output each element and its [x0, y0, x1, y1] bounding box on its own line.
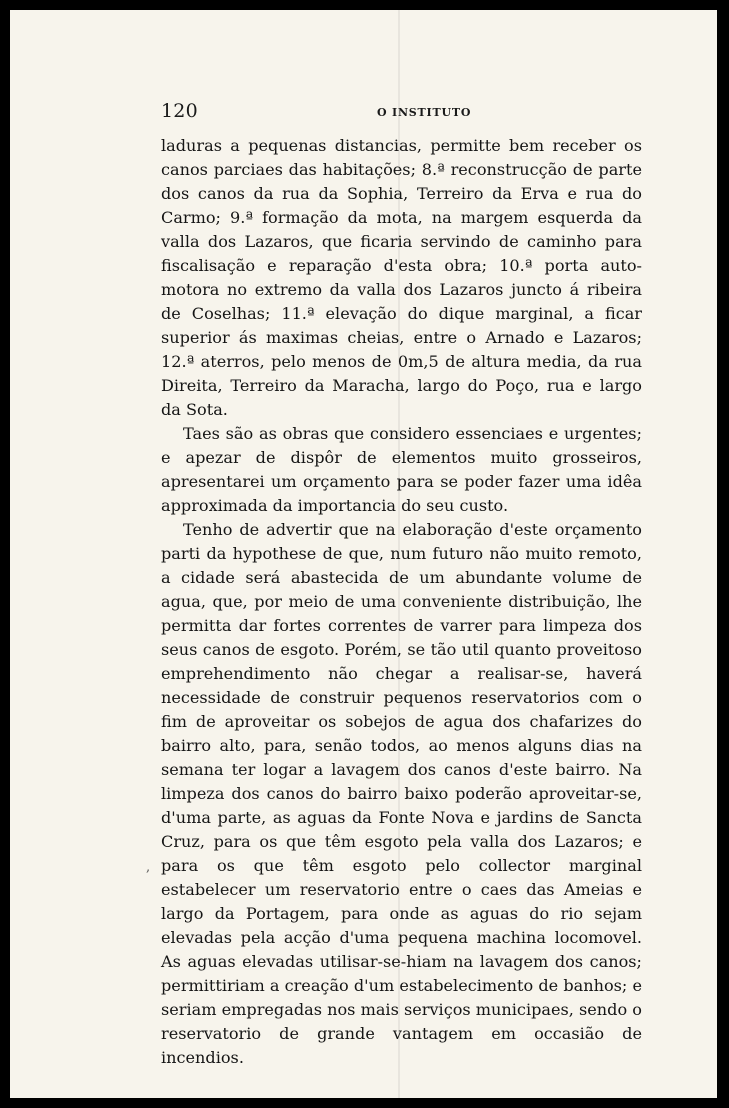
- book-page: [10, 10, 717, 1098]
- margin-mark: ,: [146, 860, 151, 875]
- paragraph-3: Tenho de advertir que na elaboração d'este orçamento parti da hypothese de que, num futuro não muito remoto, a cidade será abastecida de um abundante volume de agua, que, por meio de uma conveniente distribuição, lhe permitta dar fortes correntes de varrer para limpeza dos seus canos de esgoto. Porém, se tão util quanto proveitoso emprehendimento não chegar a realisar-se, haverá necessidade de construir pequenos reservatorios com o fim de aproveitar os sobejos de agua dos chafarizes do bairro alto, para, senão todos, ao menos alguns dias na semana ter logar a lavagem dos canos d'este bairro. Na limpeza dos canos do bairro baixo poderão aproveitar-se, d'uma parte, as aguas da Fonte Nova e jardins de Sancta Cruz, para os que têm esgoto pela valla dos Lazaros; e para os que têm esgoto pelo collector marginal estabelecer um reservatorio entre o caes das Ameias e largo da Portagem, para onde as aguas do rio sejam elevadas pela acção d'uma pequena machina locomovel. As aguas elevadas utilisar-se-hiam na lavagem dos canos; permittiriam a creação d'um estabelecimento de banhos; e seriam empregadas nos mais serviços municipaes, sendo o reservatorio de grande vantagem em occasião de incendios.: [161, 520, 642, 1067]
- page-header: [161, 100, 641, 124]
- page-number: 120: [161, 100, 198, 122]
- body-text: [161, 134, 642, 1070]
- paragraph-1: laduras a pequenas distancias, permitte bem receber os canos parciaes das habitações; 8.ª reconstrucção de parte dos canos da rua da Sophia, Terreiro da Erva e rua do Carmo; 9.ª formação da mota, na margem esquerda da valla dos Lazaros, que ficaria servindo de caminho para fiscalisação e reparação d'esta obra; 10.ª porta auto-motora no extremo da valla dos Lazaros juncto á ribeira de Coselhas; 11.ª elevação do dique marginal, a ficar superior ás maximas cheias, entre o Arnado e Lazaros; 12.ª aterros, pelo menos de 0m,5 de altura media, da rua Direita, Terreiro da Maracha, largo do Poço, rua e largo da Sota.: [161, 136, 642, 419]
- paragraph-2: Taes são as obras que considero essenciaes e urgentes; e apezar de dispôr de elementos muito grosseiros, apresentarei um orçamento para se poder fazer uma idêa approximada da importancia do seu custo.: [161, 424, 642, 515]
- running-title: O INSTITUTO: [377, 106, 472, 119]
